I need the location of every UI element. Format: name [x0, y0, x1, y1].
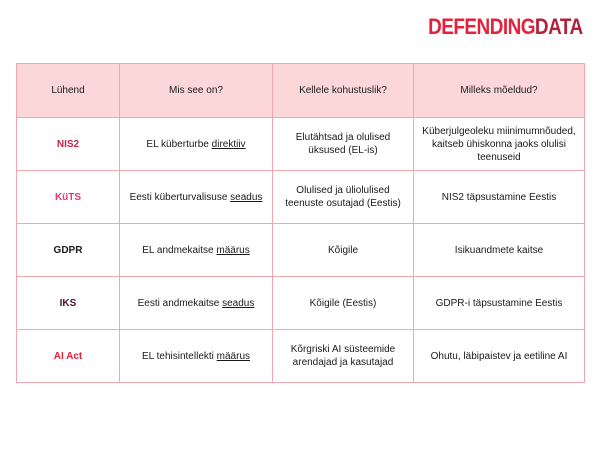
- brand-logo: [429, 14, 583, 40]
- abbreviation-cell: IKS: [17, 277, 120, 330]
- table-row: [17, 171, 585, 224]
- header-mandatory-for: Kellele kohustuslik?: [273, 64, 414, 118]
- what-text: Eesti andmekaitse: [137, 297, 223, 309]
- logo-part-data: DATA: [535, 14, 583, 39]
- abbreviation-cell: GDPR: [17, 224, 120, 277]
- abbreviation-cell: NIS2: [17, 118, 120, 171]
- what-cell: [120, 330, 273, 383]
- what-cell: [120, 277, 273, 330]
- header-abbreviation: Lühend: [17, 64, 120, 118]
- legal-act-type: seadus: [222, 297, 255, 309]
- header-what-is-it: Mis see on?: [120, 64, 273, 118]
- mandatory-for-cell: Olulised ja üliolulised teenuste osutajad (Eestis): [273, 171, 414, 224]
- mandatory-for-cell: Kõrgriski AI süsteemide arendajad ja kasutajad: [273, 330, 414, 383]
- mandatory-for-cell: Elutähtsad ja olulised üksused (EL-is): [273, 118, 414, 171]
- legal-act-type: määrus: [216, 244, 250, 256]
- what-cell: [120, 224, 273, 277]
- legal-act-type: direktiiv: [211, 138, 246, 150]
- table-row: [17, 330, 585, 383]
- what-text: EL tehisintellekti: [141, 350, 217, 362]
- purpose-cell: GDPR-i täpsustamine Eestis: [414, 277, 585, 330]
- table-header: [17, 64, 585, 118]
- legal-act-type: seadus: [230, 191, 263, 203]
- mandatory-for-cell: Kõigile: [273, 224, 414, 277]
- purpose-cell: Ohutu, läbipaistev ja eetiline AI: [414, 330, 585, 383]
- what-cell: [120, 118, 273, 171]
- abbreviation-cell: KüTS: [17, 171, 120, 224]
- logo-part-defending: DEFENDING: [428, 14, 536, 39]
- table-row: [17, 118, 585, 171]
- what-text: EL andmekaitse: [142, 244, 217, 256]
- abbreviation-cell: AI Act: [17, 330, 120, 383]
- header-row: [17, 64, 585, 118]
- mandatory-for-cell: Kõigile (Eestis): [273, 277, 414, 330]
- table-row: [17, 277, 585, 330]
- table-row: [17, 224, 585, 277]
- regulation-table: [16, 63, 585, 383]
- header-purpose: Milleks mõeldud?: [414, 64, 585, 118]
- table-body: [17, 118, 585, 383]
- what-text: EL küberturbe: [146, 138, 212, 150]
- what-cell: [120, 171, 273, 224]
- legal-act-type: määrus: [216, 350, 251, 362]
- purpose-cell: Isikuandmete kaitse: [414, 224, 585, 277]
- purpose-cell: NIS2 täpsustamine Eestis: [414, 171, 585, 224]
- what-text: Eesti küberturvalisuse: [129, 191, 231, 203]
- purpose-cell: Küberjulgeoleku miinimumnõuded, kaitseb ühiskonna jaoks olulisi teenuseid: [414, 118, 585, 171]
